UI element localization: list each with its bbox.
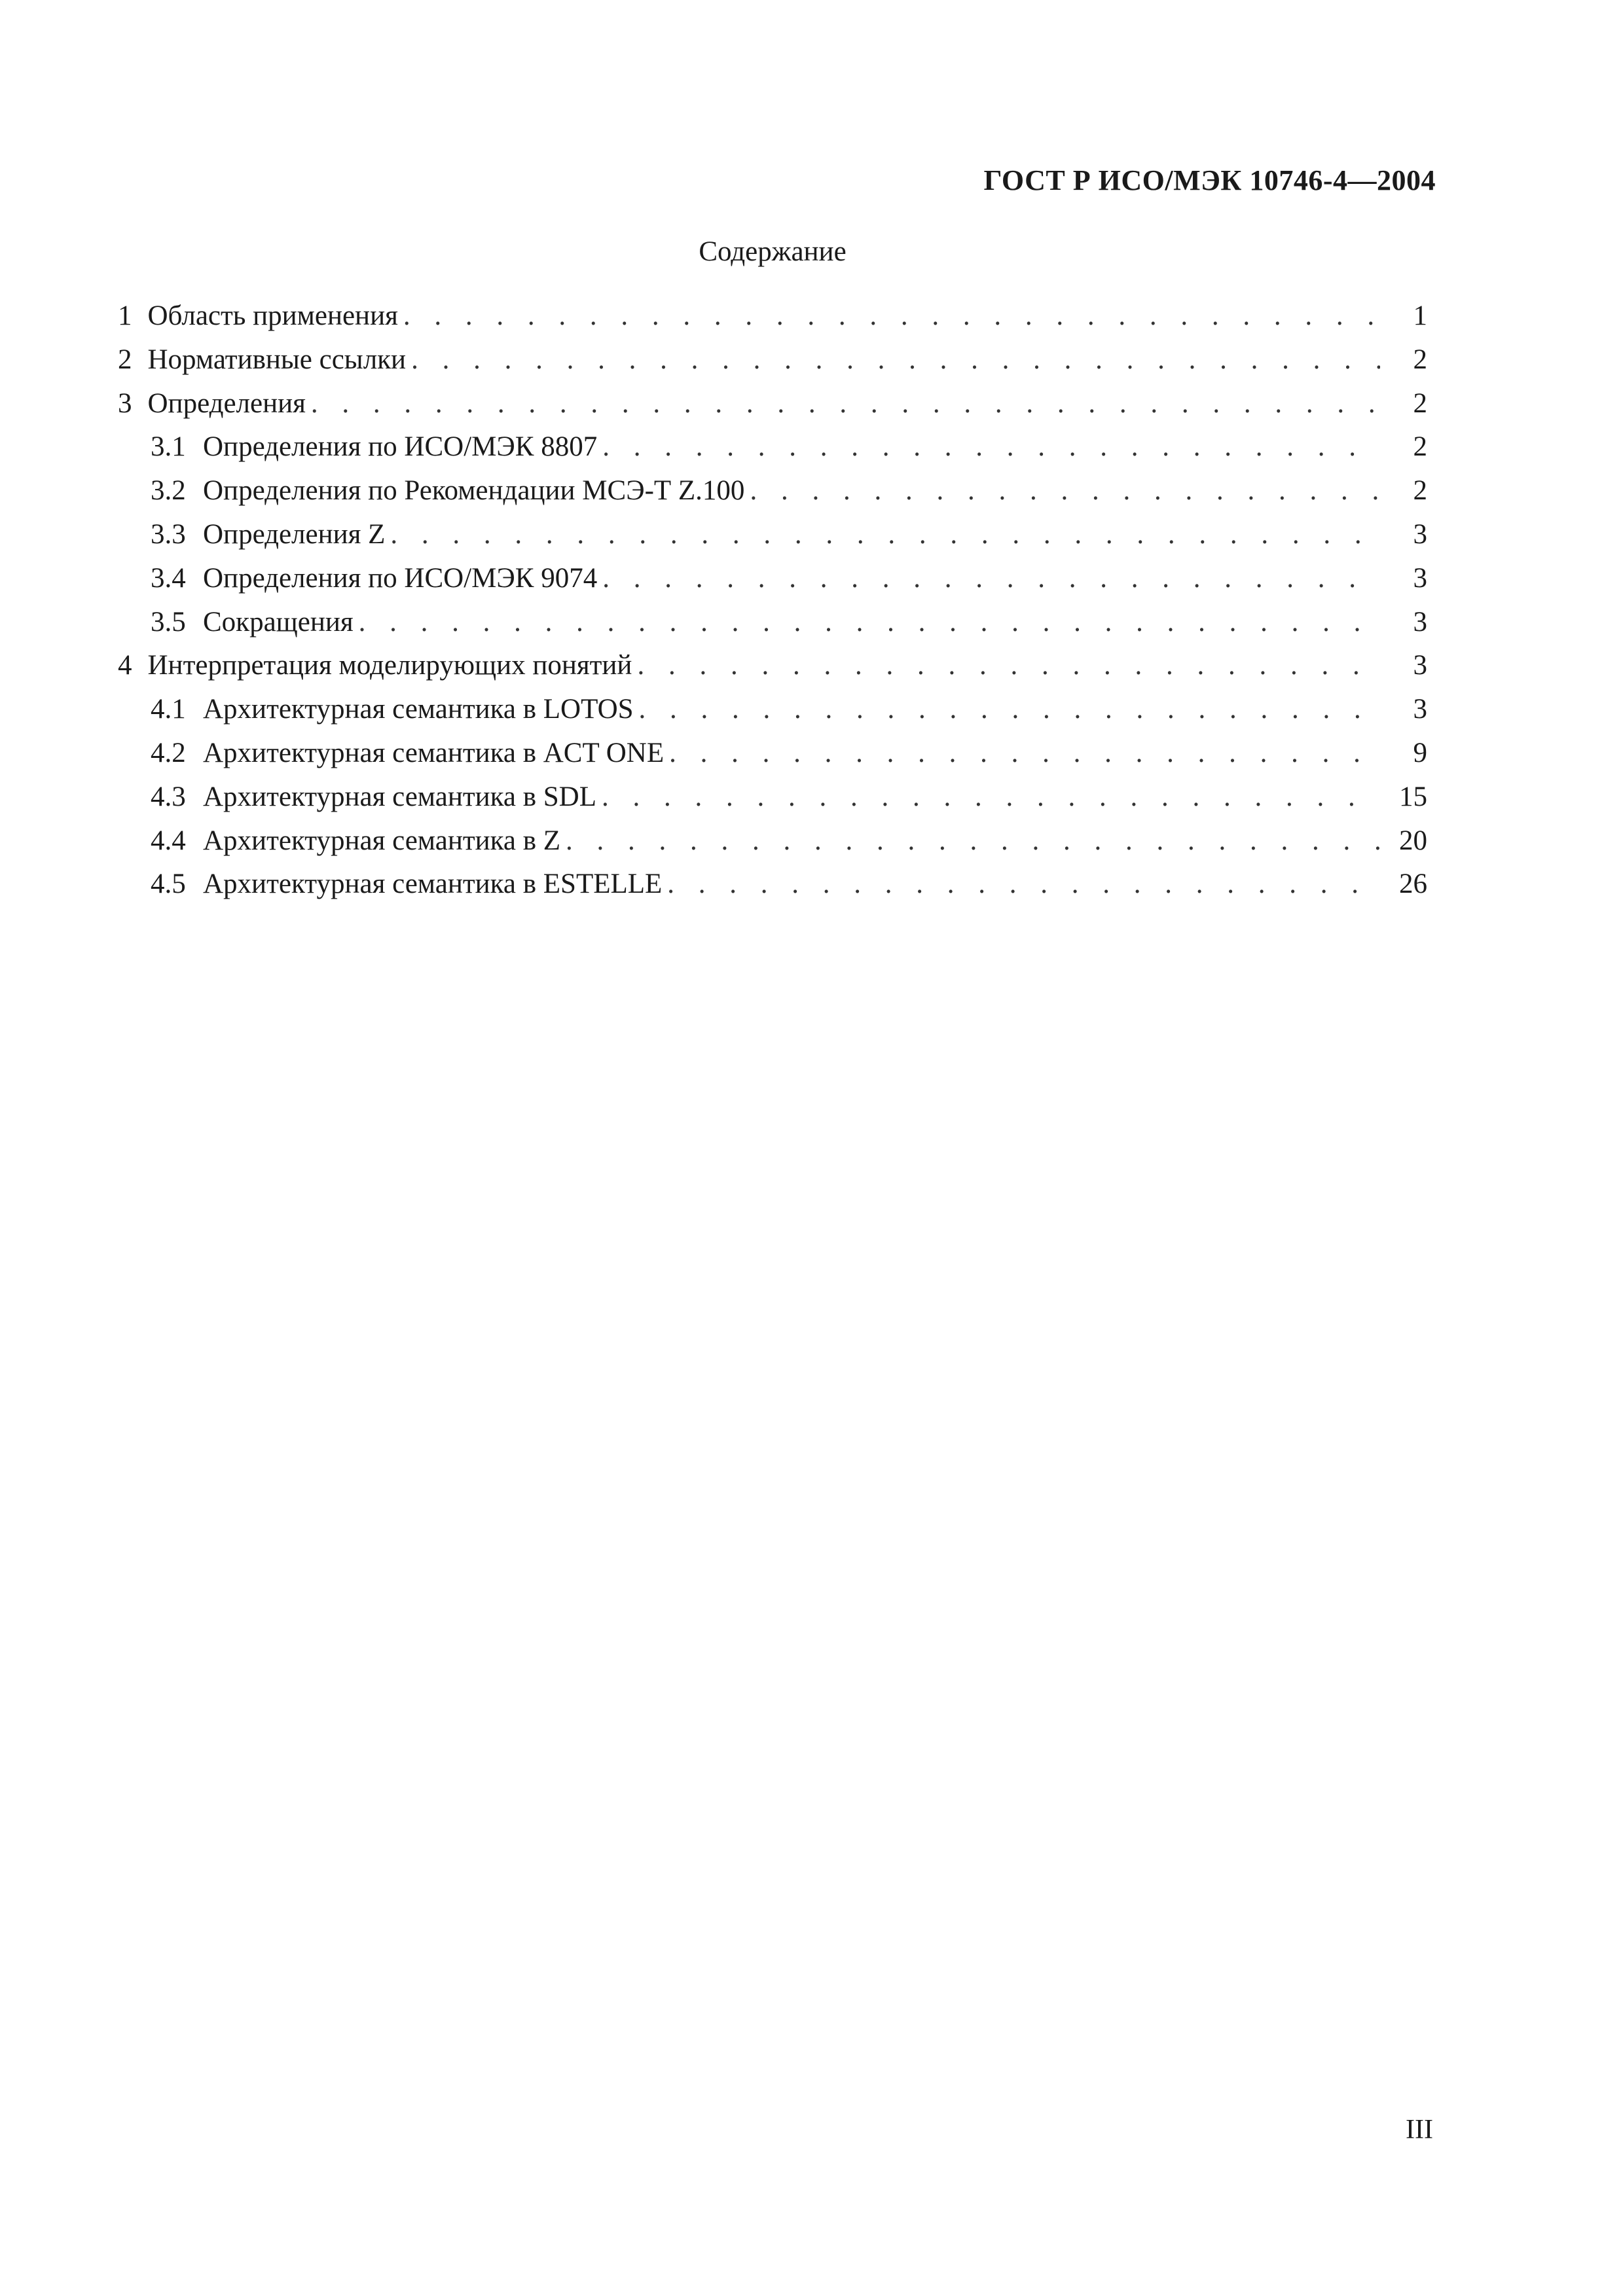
- toc-subentry[interactable]: [118, 693, 1427, 737]
- toc-entry-page: 15: [1399, 781, 1427, 812]
- toc-entry-number: 2: [118, 344, 132, 375]
- toc-entry-page: 3: [1413, 650, 1427, 681]
- dot-leader: [750, 475, 1380, 507]
- dot-leader: [602, 781, 1380, 813]
- toc-entry-number: 4.1: [151, 694, 186, 725]
- dot-leader: [411, 344, 1380, 376]
- dot-leader: [669, 737, 1380, 769]
- toc-entry-number: 4.4: [151, 825, 186, 856]
- toc-entry-number: 3.1: [151, 431, 186, 463]
- toc-entry-page: 2: [1413, 344, 1427, 375]
- toc-entry-label: Определения: [147, 387, 306, 419]
- toc-entry-label: Архитектурная семантика в ESTELLE: [203, 869, 663, 900]
- toc-entry-label: Нормативные ссылки: [147, 344, 407, 375]
- toc-entry-label: Архитектурная семантика в ACT ONE: [203, 737, 665, 768]
- toc-entry-label: Определения по Рекомендации МСЭ-Т Z.100: [203, 475, 745, 507]
- toc-entry-number: 3.2: [151, 475, 186, 507]
- toc-subentry[interactable]: [118, 562, 1427, 606]
- toc-subentry[interactable]: [118, 518, 1427, 562]
- toc-entry-label: Сокращения: [203, 606, 354, 637]
- toc-subentry[interactable]: [118, 737, 1427, 781]
- toc-entry-number: 3.4: [151, 562, 186, 594]
- toc-title: Содержание: [699, 236, 847, 267]
- toc-entry[interactable]: [118, 344, 1427, 387]
- toc-entry-number: 3.3: [151, 518, 186, 550]
- toc-entry-label: Архитектурная семантика в SDL: [203, 781, 596, 812]
- toc-entry[interactable]: [118, 387, 1427, 431]
- dot-leader: [311, 387, 1380, 420]
- toc-entry-number: 4.5: [151, 869, 186, 900]
- toc-entry-page: 3: [1413, 694, 1427, 725]
- dot-leader: [602, 431, 1380, 463]
- toc-subentry[interactable]: [118, 606, 1427, 650]
- toc-subentry[interactable]: [118, 781, 1427, 825]
- toc-subentry[interactable]: [118, 475, 1427, 518]
- toc-entry-page: 3: [1413, 562, 1427, 594]
- toc-entry-page: 1: [1413, 300, 1427, 331]
- toc-subentry[interactable]: [118, 825, 1427, 869]
- toc-entry-label: Определения Z: [203, 518, 386, 550]
- toc-entry-label: Область применения: [147, 300, 398, 331]
- toc-entry-number: 3.5: [151, 606, 186, 637]
- page-number: III: [1406, 2115, 1433, 2145]
- toc-entry-page: 2: [1413, 431, 1427, 463]
- dot-leader: [667, 868, 1380, 900]
- toc-entry-page: 2: [1413, 387, 1427, 419]
- toc-entry-page: 20: [1399, 825, 1427, 856]
- dot-leader: [637, 649, 1380, 681]
- dot-leader: [566, 825, 1380, 857]
- table-of-contents: [118, 300, 1427, 912]
- toc-subentry[interactable]: [118, 868, 1427, 912]
- toc-entry[interactable]: [118, 649, 1427, 693]
- toc-entry-number: 4.3: [151, 781, 186, 812]
- toc-entry-page: 3: [1413, 606, 1427, 637]
- dot-leader: [639, 693, 1380, 725]
- toc-entry-label: Интерпретация моделирующих понятий: [147, 650, 632, 681]
- dot-leader: [359, 606, 1380, 638]
- toc-entry-page: 3: [1413, 518, 1427, 550]
- toc-entry-number: 3: [118, 387, 132, 419]
- toc-entry-page: 26: [1399, 869, 1427, 900]
- toc-entry-number: 4.2: [151, 737, 186, 768]
- toc-entry-number: 1: [118, 300, 132, 331]
- toc-entry-label: Архитектурная семантика в Z: [203, 825, 561, 856]
- dot-leader: [602, 562, 1380, 594]
- toc-entry[interactable]: [118, 300, 1427, 344]
- dot-leader: [403, 300, 1380, 332]
- toc-entry-label: Определения по ИСО/МЭК 8807: [203, 431, 598, 463]
- toc-entry-page: 9: [1413, 737, 1427, 768]
- toc-entry-label: Определения по ИСО/МЭК 9074: [203, 562, 598, 594]
- toc-subentry[interactable]: [118, 431, 1427, 475]
- toc-entry-page: 2: [1413, 475, 1427, 507]
- dot-leader: [390, 518, 1380, 550]
- toc-entry-label: Архитектурная семантика в LOTOS: [203, 694, 634, 725]
- document-id: ГОСТ Р ИСО/МЭК 10746-4—2004: [983, 164, 1436, 196]
- toc-entry-number: 4: [118, 650, 132, 681]
